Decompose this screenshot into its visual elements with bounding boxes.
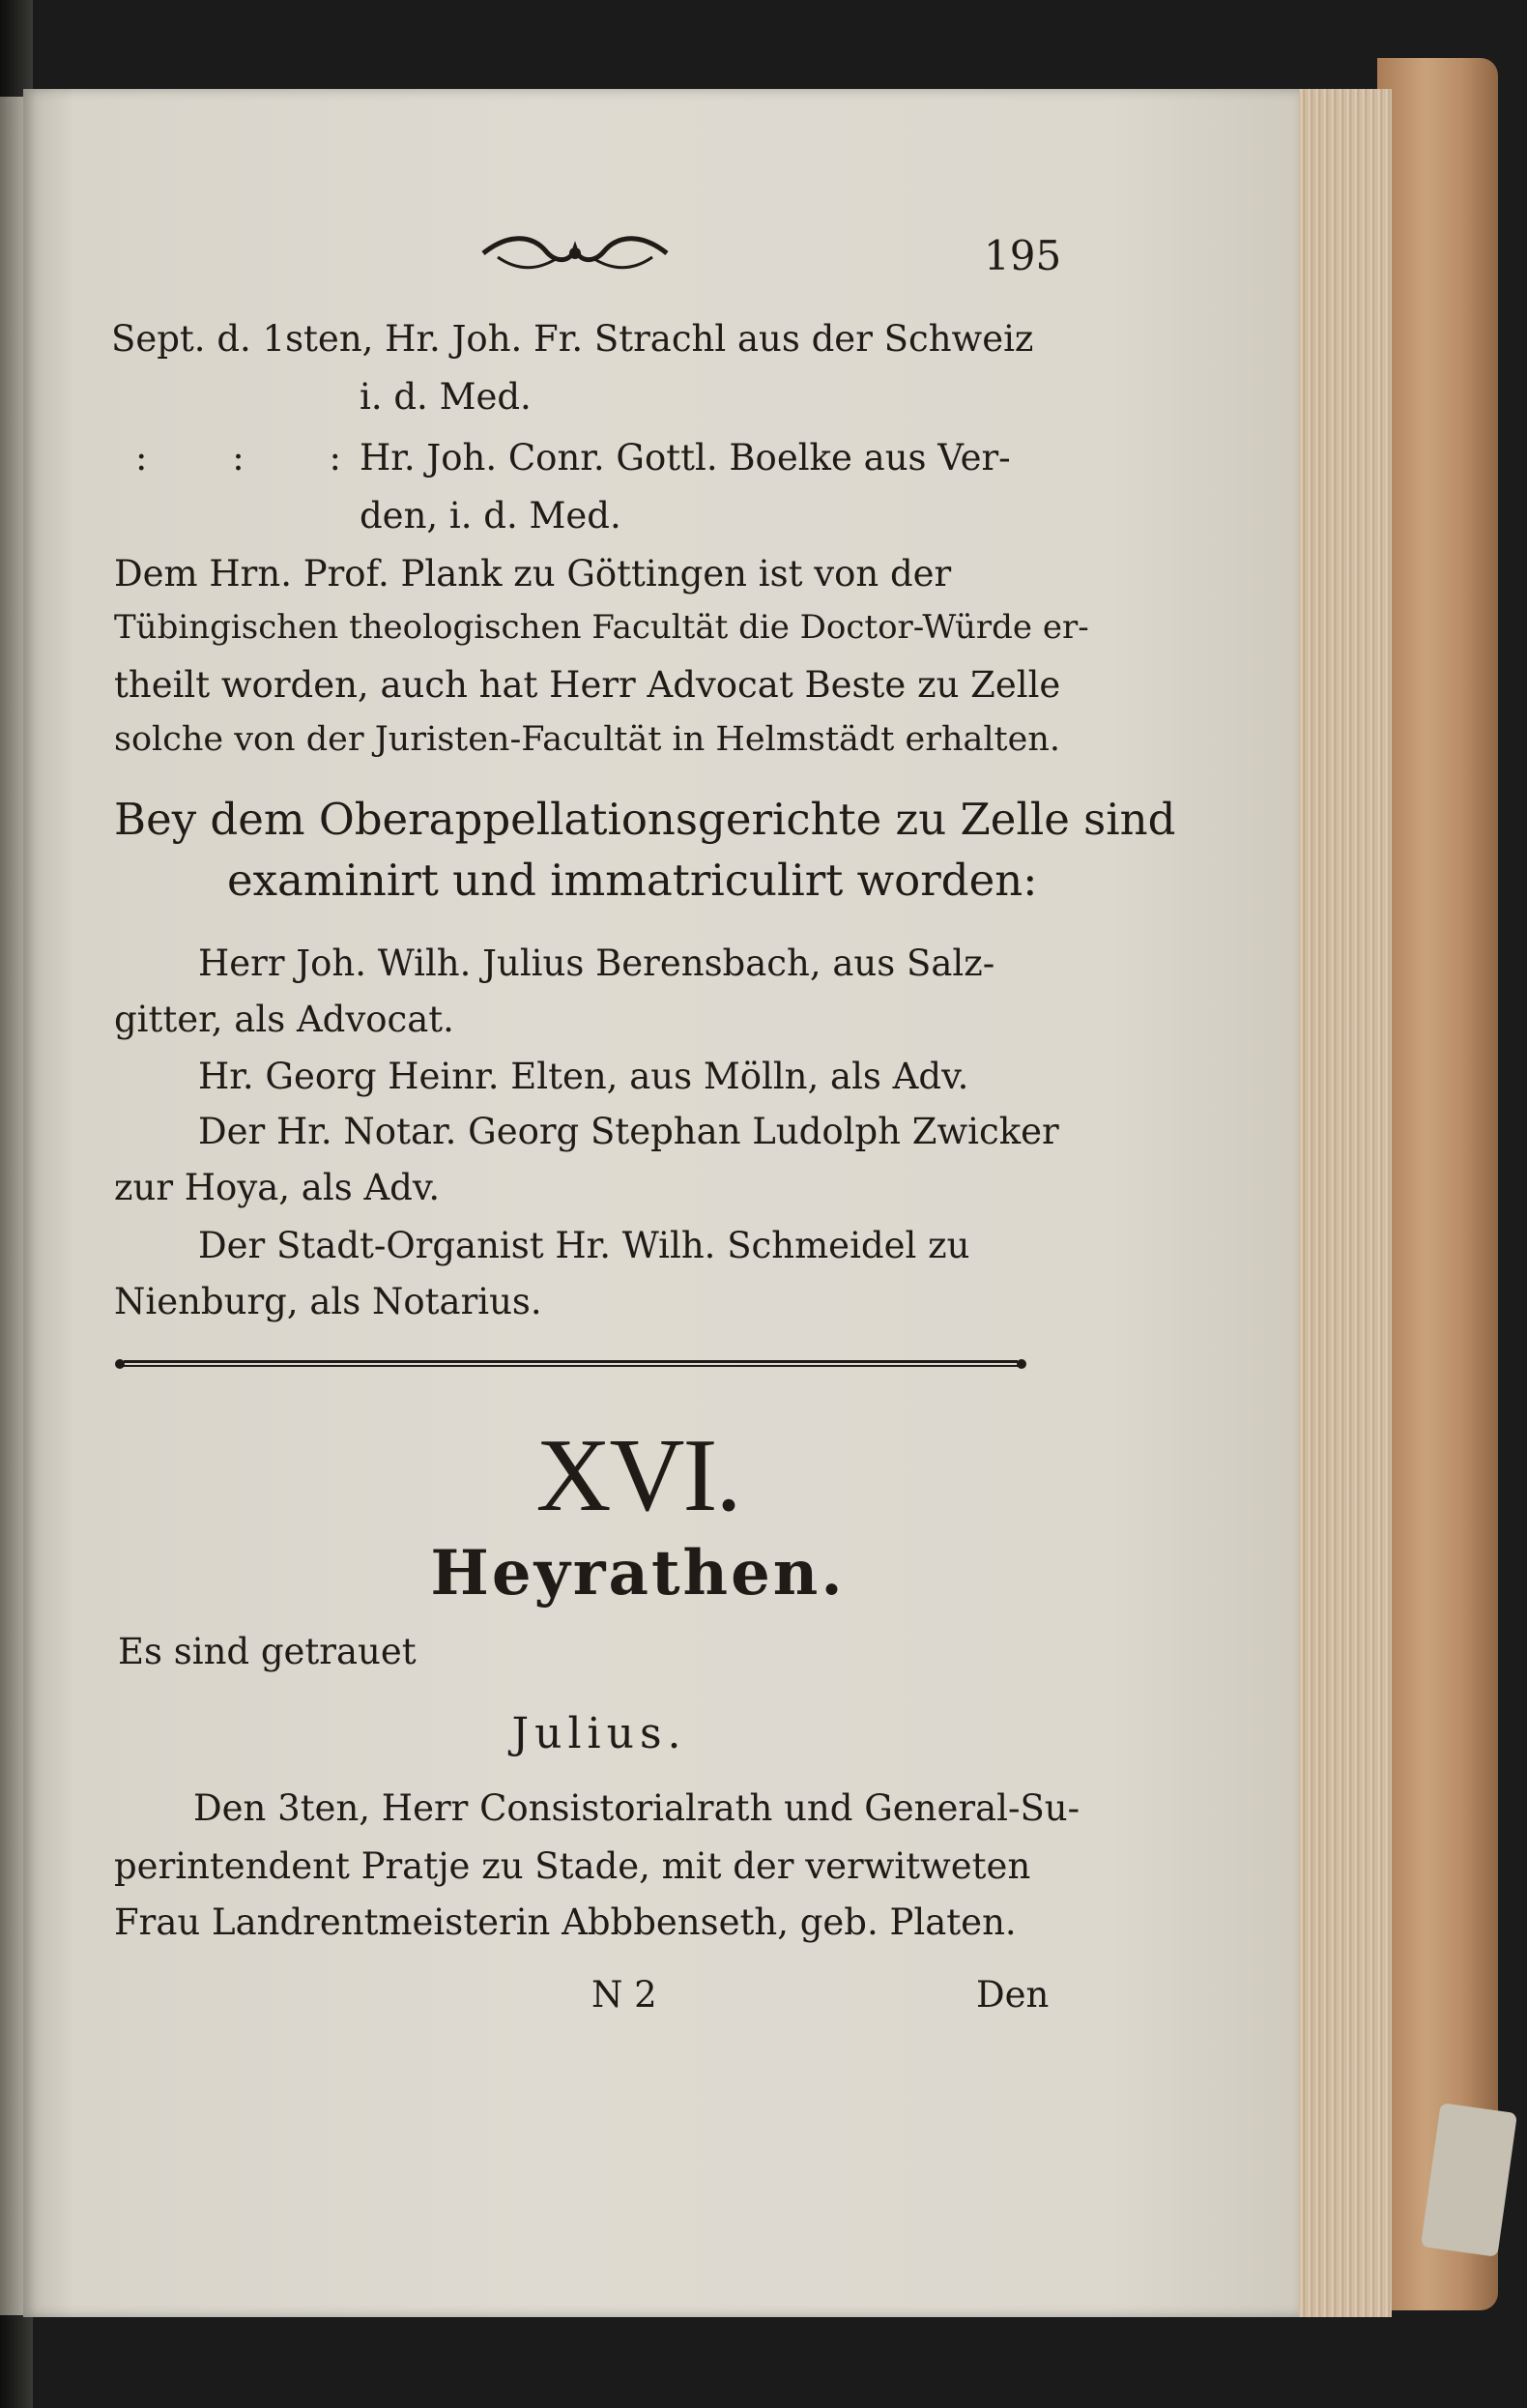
advocate-line: Herr Joh. Wilh. Julius Berensbach, aus Salz- [198,943,995,984]
entry-line: theilt worden, auch hat Herr Advocat Beste zu Zelle [114,664,1061,706]
page-number: 195 [984,232,1062,279]
advocate-line: Der Hr. Notar. Georg Stephan Ludolph Zwicker [198,1111,1059,1152]
married-intro: Es sind getrauet [118,1631,417,1672]
entry-line: Hr. Joh. Conr. Gottl. Boelke aus Ver- [360,437,1011,479]
advocate-line: zur Hoya, als Adv. [114,1167,441,1208]
entry-line: den, i. d. Med. [360,495,621,537]
month-heading: Julius. [511,1709,687,1758]
advocate-line: Hr. Georg Heinr. Elten, aus Mölln, als Adv. [198,1056,969,1097]
advocate-line: Nienburg, als Notarius. [114,1281,542,1322]
header-ornament [478,224,672,282]
entry-line: Dem Hrn. Prof. Plank zu Göttingen ist von der [114,553,952,595]
section-intro-line: Bey dem Oberappellationsgerichte zu Zelle sind [114,794,1176,845]
marriage-line: Frau Landrentmeisterin Abbbenseth, geb. Platen. [114,1901,1017,1943]
entry-line: Sept. d. 1sten, Hr. Joh. Fr. Strachl aus der Schweiz [111,318,1034,360]
entry-line: Tübingischen theologischen Facultät die Doctor-Würde er- [114,608,1089,647]
advocate-line: gitter, als Advocat. [114,999,454,1040]
catchword: Den [976,1974,1050,2016]
section-title: Heyrathen. [430,1537,846,1610]
marriage-line: Den 3ten, Herr Consistorialrath und General-Su- [193,1787,1080,1829]
entry-line: i. d. Med. [360,376,532,418]
section-intro-line: examinirt und immatriculirt worden: [227,855,1038,906]
advocate-line: Der Stadt-Organist Hr. Wilh. Schmeidel zu [198,1225,970,1266]
marriage-line: perintendent Pratje zu Stade, mit der verwitweten [114,1845,1031,1887]
section-number: XVI. [535,1418,740,1533]
signature-mark: N 2 [591,1974,657,2016]
book-cover-edge [1377,58,1498,2310]
section-divider-rule [114,1358,1027,1370]
entry-line: solche von der Juristen-Facultät in Helmstädt erhalten. [114,720,1060,759]
ditto-marks: : : : [135,437,378,479]
